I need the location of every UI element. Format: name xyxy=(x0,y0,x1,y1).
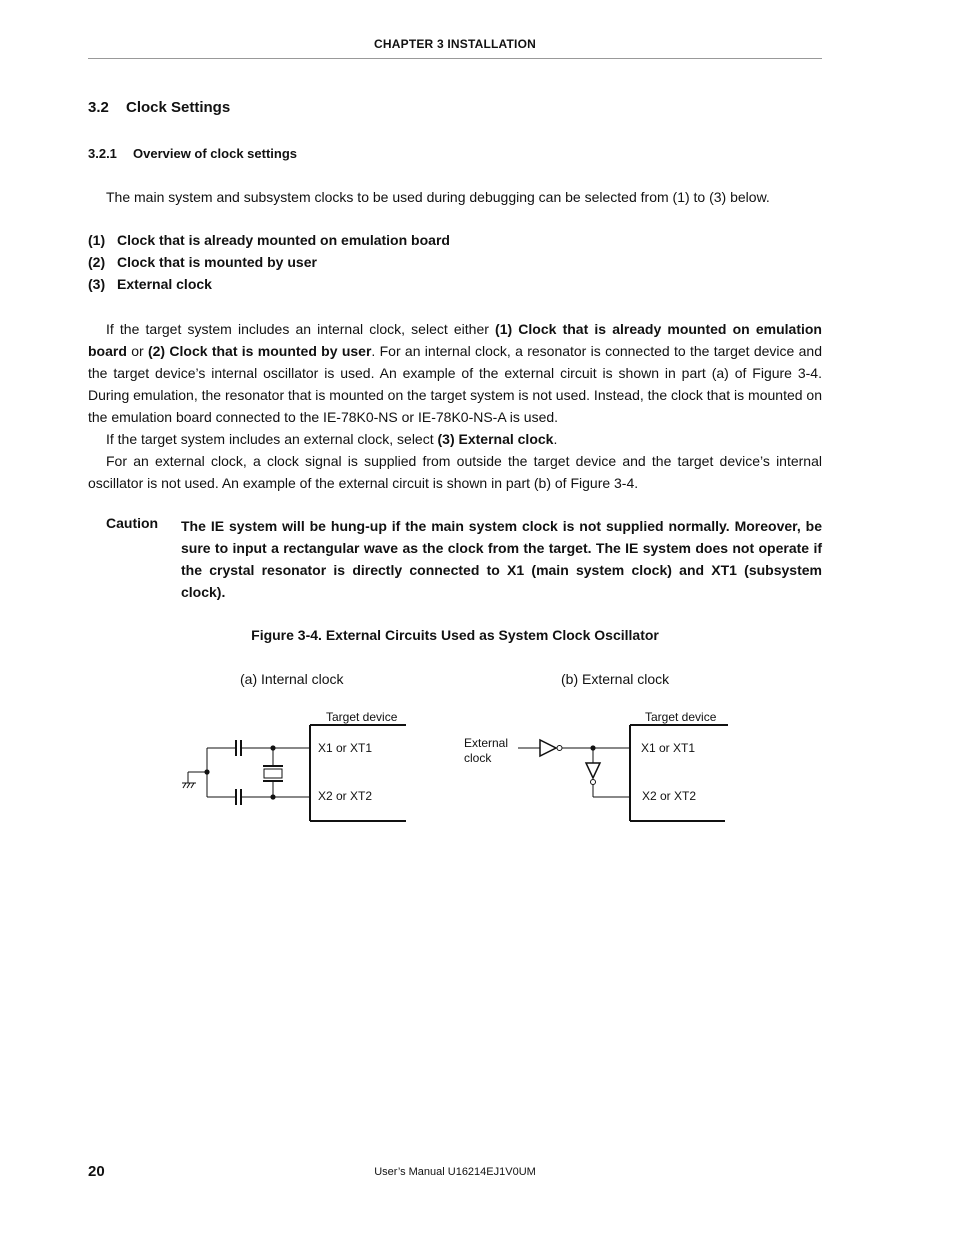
junction-dot xyxy=(270,794,275,799)
internal-clock-paragraph xyxy=(88,318,822,428)
part-a-label: (a) Internal clock xyxy=(240,671,344,687)
manual-id: User’s Manual U16214EJ1V0UM xyxy=(374,1166,536,1178)
section-title: Clock Settings xyxy=(126,99,231,116)
caution-text: The IE system will be hung-up if the main system clock is not supplied normally. Moreover, be sure to input a rectangular wave as the clock from the target. The IE system does not operate if the crystal resonator is directly connected to X1 (main system clock) and XT1 (subsystem clock). xyxy=(181,518,822,600)
target-device-label-a: Target device xyxy=(326,710,398,724)
pin-x2-label-a: X2 or XT2 xyxy=(318,789,373,803)
subsection-number: 3.2.1 xyxy=(88,146,117,161)
external-clock-select-paragraph xyxy=(88,428,822,450)
list-item-number: (3) xyxy=(88,276,106,292)
crystal-body xyxy=(264,769,282,778)
paragraph-text: or xyxy=(126,343,148,359)
subsection-heading xyxy=(88,146,297,161)
paragraph-text: . xyxy=(553,431,558,447)
external-clock-label-line1: External xyxy=(464,736,509,750)
external-clock-circuit xyxy=(518,725,728,821)
running-header: CHAPTER 3 INSTALLATION xyxy=(374,37,536,51)
list-item-label: Clock that is mounted by user xyxy=(117,254,317,270)
pin-x1-label-a: X1 or XT1 xyxy=(318,741,373,755)
list-item-label: Clock that is already mounted on emulation board xyxy=(117,232,450,248)
buffer-gate xyxy=(540,740,556,756)
inversion-bubble xyxy=(557,746,562,751)
junction-dot xyxy=(204,769,209,774)
external-clock-paragraph: For an external clock, a clock signal is supplied from outside the target device and the target device’s internal oscillator is not used. An example of the external circuit is shown in part (b) of Figure 3-4. xyxy=(88,453,822,491)
ground-hatch xyxy=(191,783,194,788)
internal-clock-circuit xyxy=(182,725,406,821)
figure-title: Figure 3-4. External Circuits Used as System Clock Oscillator xyxy=(251,627,659,643)
paragraph-text: . For an internal clock, a resonator is connected to the target device and the target device’s internal oscillator is used. An example of the external circuit is shown in part (a) of Figure 3-4. During emulation, the resonator that is mounted on the target system is not used. Instead, the clock that is mounted on the emulation board connected to the IE-78K0-NS or IE-78K0-NS-A is used. xyxy=(88,343,822,425)
junction-dot xyxy=(590,745,595,750)
option-2-reference: (2) Clock that is mounted by user xyxy=(147,343,372,359)
caution-label: Caution xyxy=(106,515,159,531)
inverter-gate xyxy=(586,763,600,778)
list-item-label: External clock xyxy=(117,276,212,292)
ground-hatch xyxy=(187,783,190,788)
intro-paragraph: The main system and subsystem clocks to be used during debugging can be selected from (1) to (3) below. xyxy=(106,189,770,205)
target-device-label-b: Target device xyxy=(645,710,717,724)
junction-dot xyxy=(270,745,275,750)
pin-x2-label-b: X2 or XT2 xyxy=(642,789,697,803)
pin-x1-label-b: X1 or XT1 xyxy=(641,741,696,755)
subsection-title: Overview of clock settings xyxy=(133,146,298,161)
option-3-reference: (3) External clock xyxy=(437,431,554,447)
clock-circuit-diagram xyxy=(170,700,770,840)
part-b-label: (b) External clock xyxy=(561,671,670,687)
section-heading xyxy=(88,99,230,116)
inversion-bubble xyxy=(591,780,596,785)
paragraph-text: If the target system includes an internal clock, select either xyxy=(106,321,496,337)
list-item-number: (1) xyxy=(88,232,106,248)
paragraph-text: If the target system includes an external clock, select xyxy=(106,431,438,447)
ground-hatch xyxy=(183,783,186,788)
list-item xyxy=(88,276,212,292)
external-clock-label-line2: clock xyxy=(464,751,492,765)
list-item-number: (2) xyxy=(88,254,106,270)
page-number: 20 xyxy=(88,1163,105,1180)
header-rule xyxy=(88,58,822,59)
list-item xyxy=(88,254,317,270)
list-item xyxy=(88,232,450,248)
option-1-reference: (1) Clock that is already mounted on emulation board xyxy=(88,321,822,359)
section-number: 3.2 xyxy=(88,99,109,116)
